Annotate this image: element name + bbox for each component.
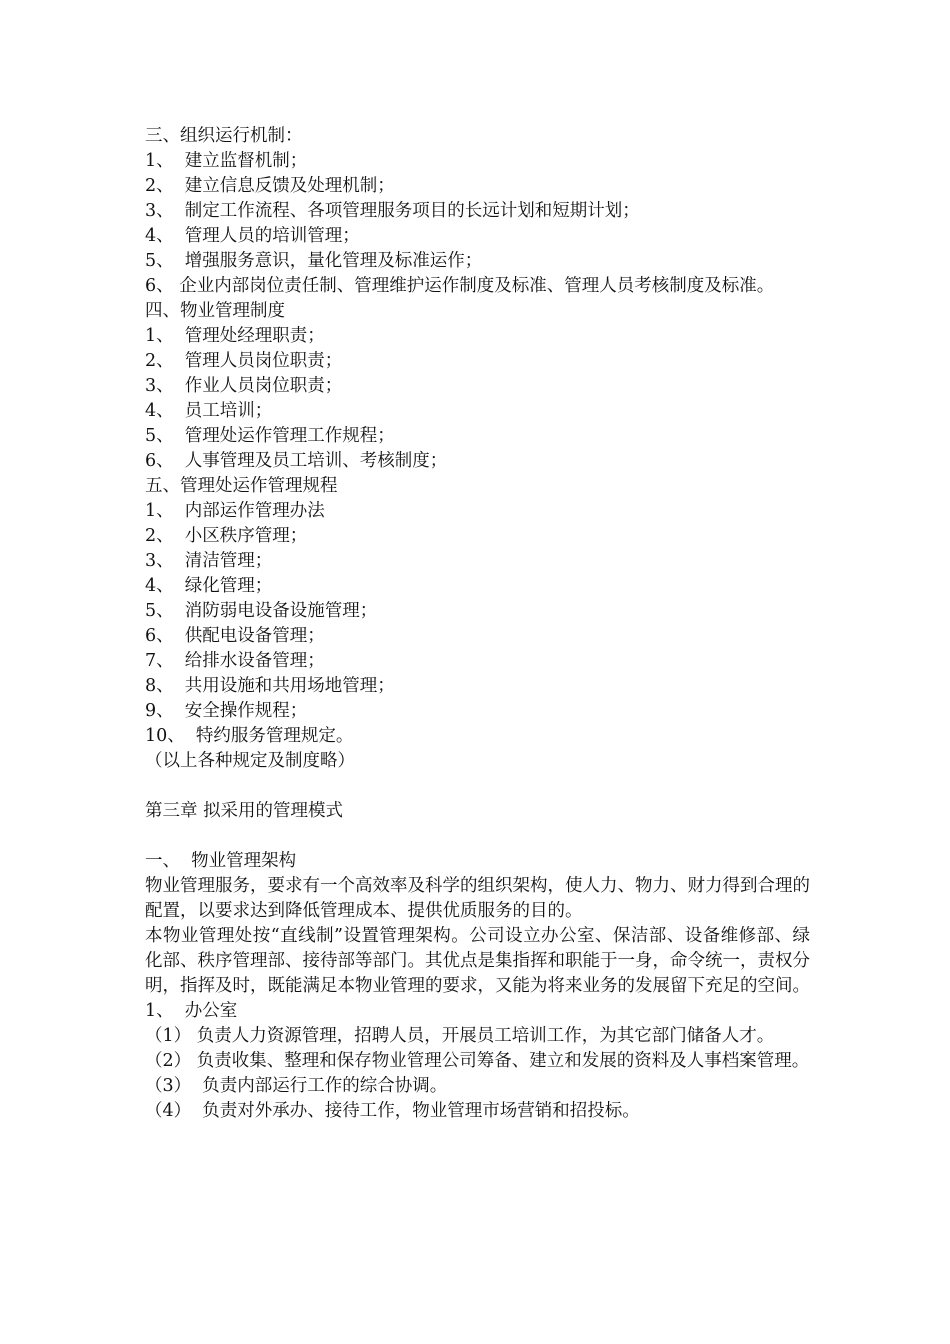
list-item: 3、 制定工作流程、各项管理服务项目的长远计划和短期计划； xyxy=(145,201,640,221)
list-item: 6、 企业内部岗位责任制、管理维护运作制度及标准、管理人员考核制度及标准。 xyxy=(145,276,775,296)
list-item: 2、 建立信息反馈及处理机制； xyxy=(145,176,395,196)
list-item: 3、 清洁管理； xyxy=(145,551,273,571)
list-item: 5、 消防弱电设备设施管理； xyxy=(145,601,378,621)
section-heading: 四、物业管理制度 xyxy=(145,301,285,321)
list-item: （3） 负责内部运行工作的综合协调。 xyxy=(145,1076,448,1096)
section-heading: 三、组织运行机制： xyxy=(145,126,303,146)
note-text: （以上各种规定及制度略） xyxy=(145,751,355,771)
list-item: 8、 共用设施和共用场地管理； xyxy=(145,676,395,696)
list-item: 5、 管理处运作管理工作规程； xyxy=(145,426,395,446)
list-item: 10、 特约服务管理规定。 xyxy=(145,726,354,746)
blank-line xyxy=(145,774,810,799)
list-item: 1、 管理处经理职责； xyxy=(145,326,325,346)
subsection-heading: 1、 办公室 xyxy=(145,1001,238,1021)
chapter-title: 第三章 拟采用的管理模式 xyxy=(145,801,344,821)
list-item: 2、 小区秩序管理； xyxy=(145,526,308,546)
list-item: 9、 安全操作规程； xyxy=(145,701,308,721)
list-item: 1、 建立监督机制； xyxy=(145,151,308,171)
paragraph: 本物业管理处按“直线制”设置管理架构。公司设立办公室、保洁部、设备维修部、绿化部、秩序管理部、接待部等部门。其优点是集指挥和职能于一身，命令统一，责权分明，指挥及时，既能满足本物业管理的要求，又能为将来业务的发展留下充足的空间。 xyxy=(145,926,810,996)
list-item: 6、 供配电设备管理； xyxy=(145,626,325,646)
list-item: 4、 管理人员的培训管理； xyxy=(145,226,360,246)
list-item: 2、 管理人员岗位职责； xyxy=(145,351,343,371)
list-item: 3、 作业人员岗位职责； xyxy=(145,376,343,396)
list-item: （2） 负责收集、整理和保存物业管理公司筹备、建立和发展的资料及人事档案管理。 xyxy=(145,1051,810,1071)
list-item: 1、 内部运作管理办法 xyxy=(145,501,325,521)
document-page xyxy=(145,124,810,1124)
list-item: （1） 负责人力资源管理，招聘人员，开展员工培训工作，为其它部门储备人才。 xyxy=(145,1026,775,1046)
list-item: 4、 员工培训； xyxy=(145,401,273,421)
list-item: 7、 给排水设备管理； xyxy=(145,651,325,671)
subsection-heading: 一、 物业管理架构 xyxy=(145,851,297,871)
blank-line xyxy=(145,824,810,849)
section-heading: 五、管理处运作管理规程 xyxy=(145,476,338,496)
list-item: 6、 人事管理及员工培训、考核制度； xyxy=(145,451,448,471)
list-item: 5、 增强服务意识，量化管理及标准运作； xyxy=(145,251,483,271)
list-item: （4） 负责对外承办、接待工作，物业管理市场营销和招投标。 xyxy=(145,1101,640,1121)
list-item: 4、 绿化管理； xyxy=(145,576,273,596)
paragraph: 物业管理服务，要求有一个高效率及科学的组织架构，使人力、物力、财力得到合理的配置，以要求达到降低管理成本、提供优质服务的目的。 xyxy=(145,876,810,921)
